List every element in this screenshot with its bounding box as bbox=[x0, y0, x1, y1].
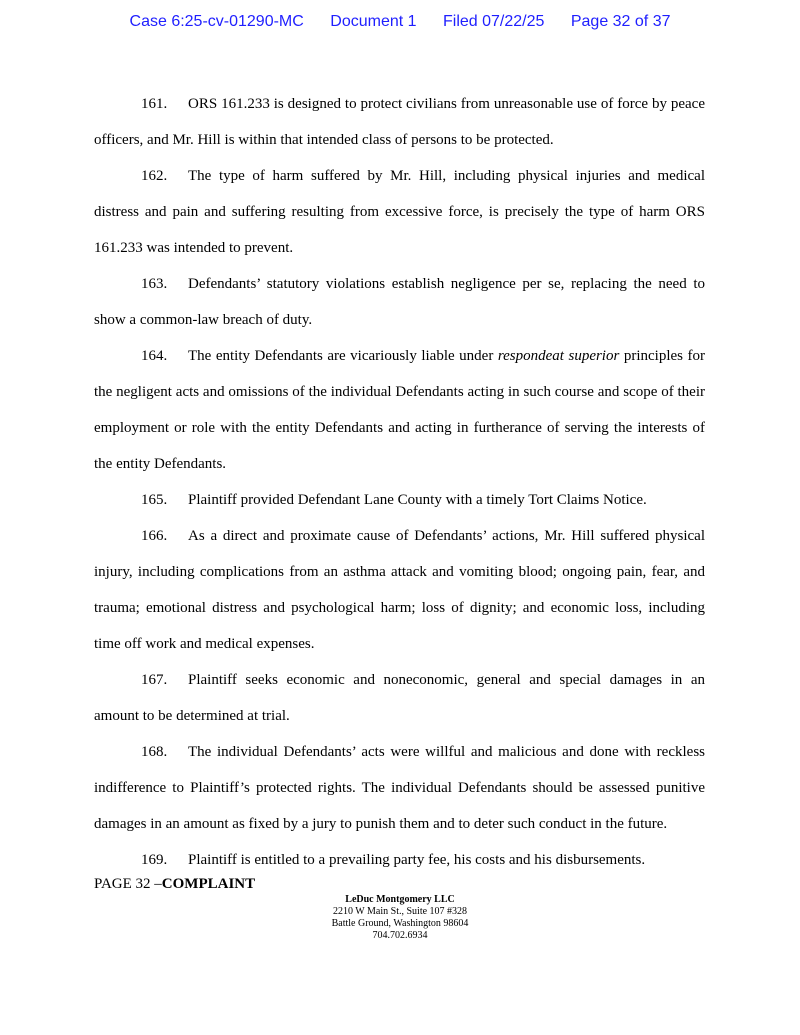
firm-address-line1: 2210 W Main St., Suite 107 #328 bbox=[332, 906, 468, 917]
paragraph-text: Defendants’ statutory violations establish negligence per se, replacing the need to show a common-law breach of duty. bbox=[94, 276, 705, 328]
paragraph-164 bbox=[94, 338, 705, 482]
paragraph-number: 168. bbox=[141, 744, 168, 760]
paragraph-number: 165. bbox=[141, 492, 168, 508]
footer-doc-title: COMPLAINT bbox=[161, 876, 256, 892]
paragraph-number: 167. bbox=[141, 672, 168, 688]
firm-address-line2: Battle Ground, Washington 98604 bbox=[331, 918, 469, 929]
paragraph-number: 164. bbox=[141, 348, 168, 364]
court-filing-header bbox=[0, 13, 800, 31]
document-body bbox=[94, 86, 705, 878]
paragraph-number: 162. bbox=[141, 168, 168, 184]
paragraph-166 bbox=[94, 518, 705, 662]
paragraph-number: 169. bbox=[141, 852, 168, 868]
italic-term: respondeat superior bbox=[497, 348, 620, 364]
paragraph-text: Plaintiff is entitled to a prevailing party fee, his costs and his disbursements. bbox=[188, 852, 646, 868]
paragraph-text: The individual Defendants’ acts were willful and malicious and done with reckless indifference to Plaintiff’s protected rights. The individual Defendants should be assessed punitive damages in an amount as fixed by a jury to punish them and to deter such conduct in the future. bbox=[94, 744, 705, 832]
paragraph-text: principles for the negligent acts and omissions of the individual Defendants acting in such course and scope of their employment or role with the entity Defendants and acting in furtherance of serving the interests of the entity Defendants. bbox=[94, 348, 706, 472]
footer-page: PAGE 32 – bbox=[94, 876, 162, 892]
law-firm-block bbox=[250, 894, 550, 942]
page-footer-label bbox=[94, 876, 255, 893]
firm-name: LeDuc Montgomery LLC bbox=[345, 894, 455, 905]
case-number: Case 6:25-cv-01290-MC bbox=[129, 13, 304, 30]
firm-phone: 704.702.6934 bbox=[372, 930, 428, 941]
document-number: Document 1 bbox=[330, 13, 417, 30]
paragraph-161 bbox=[94, 86, 705, 158]
paragraph-text: Plaintiff seeks economic and noneconomic, general and special damages in an amount to be determined at trial. bbox=[94, 672, 705, 724]
paragraph-text: The entity Defendants are vicariously liable under bbox=[188, 348, 498, 364]
paragraph-text: ORS 161.233 is designed to protect civilians from unreasonable use of force by peace officers, and Mr. Hill is within that intended class of persons to be protected. bbox=[94, 96, 705, 148]
page-indicator: Page 32 of 37 bbox=[570, 13, 671, 30]
paragraph-text: As a direct and proximate cause of Defendants’ actions, Mr. Hill suffered physical injury, including complications from an asthma attack and vomiting blood; ongoing pain, fear, and trauma; emotional distress and psychological harm; loss of dignity; and economic loss, including time off work and medical expenses. bbox=[94, 528, 705, 652]
filed-date: Filed 07/22/25 bbox=[442, 13, 545, 30]
paragraph-167 bbox=[94, 662, 705, 734]
paragraph-162 bbox=[94, 158, 705, 266]
paragraph-168 bbox=[94, 734, 705, 842]
paragraph-169 bbox=[94, 842, 705, 878]
paragraph-text: The type of harm suffered by Mr. Hill, including physical injuries and medical distress and pain and suffering resulting from excessive force, is precisely the type of harm ORS 161.233 was intended to prevent. bbox=[94, 168, 705, 256]
paragraph-text: Plaintiff provided Defendant Lane County with a timely Tort Claims Notice. bbox=[188, 492, 647, 508]
paragraph-165 bbox=[94, 482, 705, 518]
paragraph-163 bbox=[94, 266, 705, 338]
paragraph-number: 163. bbox=[141, 276, 168, 292]
paragraph-number: 161. bbox=[141, 96, 168, 112]
paragraph-number: 166. bbox=[141, 528, 168, 544]
